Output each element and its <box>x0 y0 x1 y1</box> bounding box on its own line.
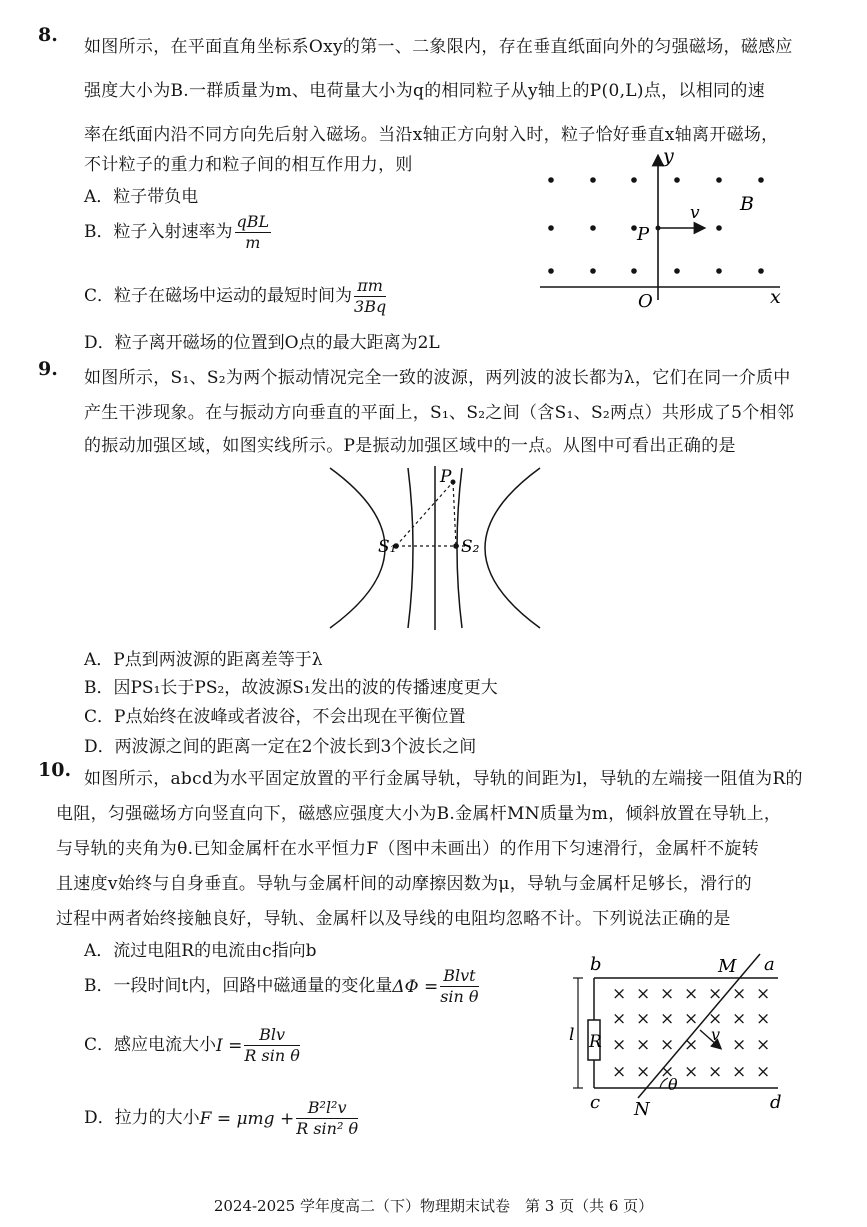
q8-number: 8. <box>38 24 58 46</box>
svg-text:×: × <box>636 1009 651 1029</box>
q8-label-p: P <box>637 224 650 245</box>
svg-text:×: × <box>684 984 699 1004</box>
q9-line-3: 的振动加强区域，如图实线所示。P是振动加强区域中的一点。从图中可看出正确的是 <box>84 436 736 456</box>
q10-option-b-lhs: ΔΦ = <box>392 976 439 997</box>
q9-label-s1: S₁ <box>378 537 397 557</box>
q10-number: 10. <box>38 759 72 781</box>
svg-text:×: × <box>636 1062 651 1082</box>
q8-figure <box>530 140 800 315</box>
q9-hyperbolas <box>330 466 540 630</box>
svg-text:×: × <box>612 1009 627 1029</box>
q8-option-d: D．粒子离开磁场的位置到O点的最大距离为2L <box>84 333 440 353</box>
q10-option-c-lhs: I = <box>216 1035 243 1056</box>
q8-label-o: O <box>638 291 653 312</box>
q8-option-b-fraction <box>235 212 272 253</box>
svg-text:×: × <box>636 984 651 1004</box>
q10-option-d-fraction <box>296 1098 358 1139</box>
q8-option-c-numerator: πm <box>354 276 386 297</box>
q8-option-c-fraction <box>354 276 386 317</box>
svg-text:×: × <box>708 984 723 1004</box>
svg-text:×: × <box>684 1035 699 1055</box>
q10-label-v: v <box>711 1025 721 1044</box>
svg-text:×: × <box>612 1035 627 1055</box>
q10-line-1: 如图所示，abcd为水平固定放置的平行金属导轨，导轨的间距为l，导轨的左端接一阻值为R的 <box>84 769 803 789</box>
q8-line-1: 如图所示，在平面直角坐标系Oxy的第一、二象限内，存在垂直纸面向外的匀强磁场，磁感应 <box>84 37 793 57</box>
q10-option-c <box>84 1025 302 1066</box>
q8-option-c-text: C．粒子在磁场中运动的最短时间为 <box>84 286 353 306</box>
svg-text:×: × <box>756 1009 771 1029</box>
svg-text:×: × <box>732 1035 747 1055</box>
q9-option-b: B．因PS₁长于PS₂，故波源S₁发出的波的传播速度更大 <box>84 678 498 698</box>
q9-option-a: A．P点到两波源的距离差等于λ <box>84 650 323 670</box>
q10-line-5: 过程中两者始终接触良好，导轨、金属杆以及导线的电阻均忽略不计。下列说法正确的是 <box>56 909 731 929</box>
svg-text:×: × <box>684 1009 699 1029</box>
q8-line-2: 强度大小为B.一群质量为m、电荷量大小为q的相同粒子从y轴上的P(0,L)点，以相同的速 <box>84 81 765 101</box>
q10-option-d <box>84 1098 360 1139</box>
q10-option-b-fraction <box>440 966 478 1007</box>
q10-field-crosses <box>612 984 770 1082</box>
svg-text:×: × <box>660 1062 675 1082</box>
q8-line-3: 率在纸面内沿不同方向先后射入磁场。当沿x轴正方向射入时，粒子恰好垂直x轴离开磁场， <box>84 125 779 145</box>
q10-label-d: d <box>770 1092 782 1113</box>
q9-label-p: P <box>440 467 452 487</box>
q10-label-l: l <box>569 1025 575 1045</box>
q8-option-a: A．粒子带负电 <box>84 187 199 207</box>
q10-label-m: M <box>718 956 737 977</box>
q10-option-b-text: B．一段时间t内，回路中磁通量的变化量 <box>84 976 393 996</box>
q10-option-d-numerator: B²l²v <box>296 1098 358 1119</box>
svg-text:×: × <box>732 984 747 1004</box>
svg-text:×: × <box>612 1062 627 1082</box>
q9-label-s2: S₂ <box>461 537 480 557</box>
q9-line-1: 如图所示，S₁、S₂为两个振动情况完全一致的波源，两列波的波长都为λ，它们在同一介质中 <box>84 368 791 388</box>
q8-line-4: 不计粒子的重力和粒子间的相互作用力，则 <box>84 155 413 175</box>
q8-option-c-denominator: 3Bq <box>354 297 387 316</box>
q10-option-c-text: C．感应电流大小 <box>84 1035 217 1055</box>
q8-option-b-numerator: qBL <box>236 212 270 231</box>
q10-option-c-denominator: R sin θ <box>244 1046 300 1065</box>
q10-option-c-fraction <box>244 1025 299 1066</box>
q10-line-2: 电阻，匀强磁场方向竖直向下，磁感应强度大小为B.金属杆MN质量为m，倾斜放置在导轨上， <box>56 804 782 824</box>
q9-source-s2 <box>453 543 459 549</box>
q10-label-n: N <box>634 1099 650 1120</box>
svg-text:×: × <box>708 1062 723 1082</box>
page-footer: 2024-2025 学年度高二（下）物理期末试卷 第 3 页（共 6 页） <box>213 1197 654 1215</box>
q10-option-d-denominator: R sin² θ <box>296 1119 359 1138</box>
q9-line-2: 产生干涉现象。在与振动方向垂直的平面上，S₁、S₂之间（含S₁、S₂两点）共形成了5个相邻 <box>84 403 795 423</box>
q10-option-c-numerator: Blv <box>244 1025 299 1046</box>
q10-option-b-denominator: sin θ <box>440 987 479 1006</box>
q9-number: 9. <box>38 358 58 380</box>
svg-text:×: × <box>756 1062 771 1082</box>
q8-option-b <box>84 212 273 253</box>
svg-text:×: × <box>756 984 771 1004</box>
q9-figure <box>320 462 550 634</box>
svg-text:×: × <box>660 1009 675 1029</box>
q9-option-d: D．两波源之间的距离一定在2个波长到3个波长之间 <box>84 737 477 757</box>
q10-label-c: c <box>590 1092 601 1113</box>
svg-text:×: × <box>636 1035 651 1055</box>
q10-label-theta: θ <box>668 1075 678 1094</box>
q10-label-a: a <box>764 954 775 975</box>
svg-text:×: × <box>708 1009 723 1029</box>
q10-option-d-lhs: F = μmg + <box>199 1108 295 1129</box>
q8-option-b-text: B．粒子入射速率为 <box>84 222 233 242</box>
svg-text:×: × <box>732 1062 747 1082</box>
q10-option-d-text: D．拉力的大小 <box>84 1108 200 1128</box>
q10-figure <box>568 950 798 1120</box>
q10-option-b <box>84 966 481 1007</box>
svg-text:×: × <box>732 1009 747 1029</box>
svg-text:×: × <box>756 1035 771 1055</box>
q10-option-b-numerator: Blvt <box>440 966 478 987</box>
q10-line-4: 且速度v始终与自身垂直。导轨与金属杆间的动摩擦因数为μ，导轨与金属杆足够长，滑行的 <box>56 874 752 894</box>
q10-option-a: A．流过电阻R的电流由c指向b <box>84 941 317 961</box>
q8-option-b-denominator: m <box>245 233 261 252</box>
svg-text:×: × <box>684 1062 699 1082</box>
q10-label-r: R <box>589 1032 602 1052</box>
q10-label-b: b <box>590 954 602 975</box>
q10-line-3: 与导轨的夹角为θ.已知金属杆在水平恒力F（图中未画出）的作用下匀速滑行，金属杆不旋转 <box>56 839 760 859</box>
q8-label-y: y <box>663 145 674 167</box>
q8-label-b: B <box>740 193 754 215</box>
svg-text:×: × <box>660 984 675 1004</box>
q8-label-x: x <box>770 286 781 308</box>
svg-text:×: × <box>660 1035 675 1055</box>
q8-field-dots <box>548 177 764 274</box>
svg-text:×: × <box>612 984 627 1004</box>
q9-option-c: C．P点始终在波峰或者波谷，不会出现在平衡位置 <box>84 707 466 727</box>
q8-option-c <box>84 276 388 317</box>
q8-label-v: v <box>690 203 700 223</box>
